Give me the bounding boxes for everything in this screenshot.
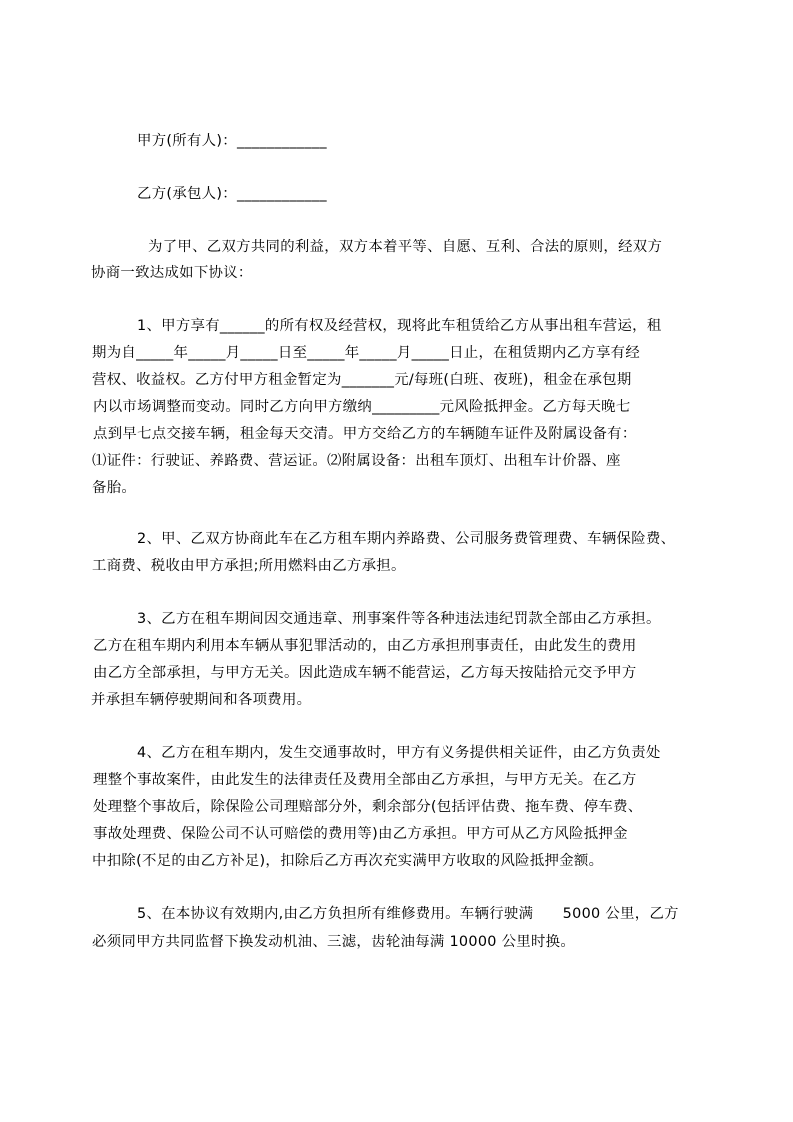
intro-line: 为了甲、乙双方共同的利益，双方本着平等、自愿、互利、合法的原则，经双方 (148, 239, 663, 255)
clause-4-line: 处理整个事故后，除保险公司理赔部分外，剩余部分(包括评估费、拖车费、停车费、 (93, 799, 643, 815)
intro-line: 协商一致达成如下协议： (91, 265, 253, 281)
clause-3-line: 3、乙方在租车期间因交通违章、刑事案件等各种违法违纪罚款全部由乙方承担。 (137, 611, 661, 627)
clause-1-line: 1、甲方享有______的所有权及经营权，现将此车租赁给乙方从事出租车营运，租 (137, 318, 662, 334)
clause-1-line: ⑴证件：行驶证、养路费、营运证。⑵附属设备：出租车顶灯、出租车计价器、座 (92, 453, 621, 469)
clause-1-line: 备胎。 (92, 480, 137, 496)
party-a-line: 甲方(所有人)：____________ (137, 133, 327, 149)
clause-1-line: 营权、收益权。乙方付甲方租金暂定为_______元/每班(白班、夜班)，租金在承包期 (92, 372, 632, 388)
clause-4-line: 理整个事故案件，由此发生的法律责任及费用全部由乙方承担，与甲方无关。在乙方 (93, 772, 637, 788)
party-b-line: 乙方(承包人)：____________ (137, 186, 327, 202)
clause-3-line: 由乙方全部承担，与甲方无关。因此造成车辆不能营运，乙方每天按陆拾元交予甲方 (93, 665, 637, 681)
clause-1-line: 期为自_____年_____月_____日至_____年_____月_____日止，在租赁期内乙方享有经 (92, 345, 641, 361)
clause-4-line: 事故处理费、保险公司不认可赔偿的费用等)由乙方承担。甲方可从乙方风险抵押金 (93, 826, 628, 842)
clause-5-line: 5、在本协议有效期内,由乙方负担所有维修费用。车辆行驶满 5000 公里，乙方 (137, 906, 679, 922)
clause-1-line: 内以市场调整而变动。同时乙方向甲方缴纳_________元风险抵押金。乙方每天晚七 (93, 399, 631, 415)
clause-1-line: 点到早七点交接车辆，租金每天交清。甲方交给乙方的车辆随车证件及附属设备有： (93, 426, 637, 442)
clause-5-line: 必须同甲方共同监督下换发动机油、三滤，齿轮油每满 10000 公里时换。 (92, 934, 576, 950)
clause-2-line: 2、甲、乙双方协商此车在乙方租车期内养路费、公司服务费管理费、车辆保险费、 (137, 531, 676, 547)
clause-3-line: 并承担车辆停驶期间和各项费用。 (91, 692, 312, 708)
clause-4-line: 4、乙方在租车期内，发生交通事故时，甲方有义务提供相关证件，由乙方负责处 (137, 745, 661, 761)
clause-3-line: 乙方在租车期内利用本车辆从事犯罪活动的，由乙方承担刑事责任，由此发生的费用 (93, 638, 637, 654)
clause-4-line: 中扣除(不足的由乙方补足)，扣除后乙方再次充实满甲方收取的风险抵押金额。 (92, 853, 604, 869)
clause-2-line: 工商费、税收由甲方承担;所用燃料由乙方承担。 (92, 558, 406, 574)
